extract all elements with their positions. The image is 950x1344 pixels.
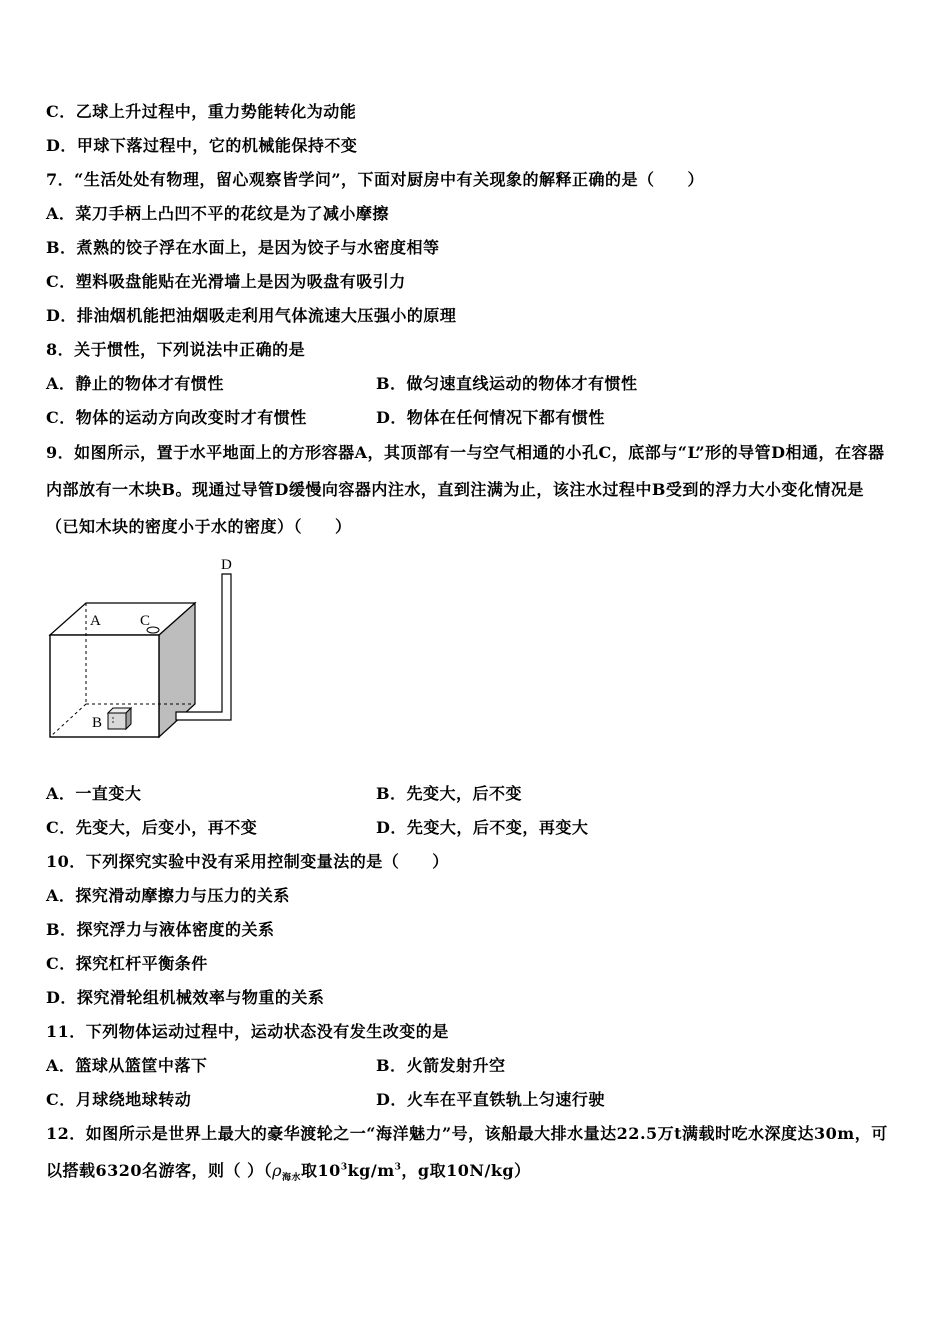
q9-option-d: D．先变大，后不变，再变大: [376, 818, 589, 837]
q12-text-b: 取10: [301, 1161, 341, 1180]
q7-option-a: A．菜刀手柄上凸凹不平的花纹是为了减小摩擦: [46, 204, 389, 223]
label-d: D: [221, 557, 232, 573]
label-a: A: [90, 613, 101, 629]
q10-option-b: B．探究浮力与液体密度的关系: [46, 920, 275, 939]
q8-option-c: C．物体的运动方向改变时才有惯性: [46, 408, 307, 427]
q7-option-b: B．煮熟的饺子浮在水面上，是因为饺子与水密度相等: [46, 238, 440, 257]
q6-option-c: C．乙球上升过程中，重力势能转化为动能: [46, 102, 357, 121]
q12-text-d: ，g取10N/kg）: [401, 1161, 531, 1180]
q7-stem: 7．“生活处处有物理，留心观察皆学问”，下面对厨房中有关现象的解释正确的是（ ）: [46, 170, 705, 189]
q9-option-a: A．一直变大: [46, 784, 142, 803]
q9-stem-line-1: 9．如图所示，置于水平地面上的方形容器A，其顶部有一与空气相通的小孔C，底部与“L”形的导管D相通，在容器: [46, 443, 885, 462]
q11-option-d: D．火车在平直铁轨上匀速行驶: [376, 1090, 605, 1109]
q12-text-c: kg/m: [347, 1161, 395, 1180]
q12-text-a: 以搭载6320名游客，则（ ）（: [46, 1161, 273, 1180]
label-c: C: [140, 613, 151, 629]
q7-option-c: C．塑料吸盘能贴在光滑墙上是因为吸盘有吸引力: [46, 272, 406, 291]
q10-stem: 10．下列探究实验中没有采用控制变量法的是（ ）: [46, 852, 449, 871]
q12-stem-line-1: 12．如图所示是世界上最大的豪华渡轮之一“海洋魅力”号，该船最大排水量达22.5万t满载时吃水深度达30m，可: [46, 1124, 888, 1143]
q9-option-b: B．先变大，后不变: [376, 784, 523, 803]
q8-option-b: B．做匀速直线运动的物体才有惯性: [376, 374, 638, 393]
q9-stem-line-3: （已知木块的密度小于水的密度）（ ）: [46, 517, 352, 536]
q8-option-d: D．物体在任何情况下都有惯性: [376, 408, 605, 427]
q9-stem-line-2: 内部放有一木块B。现通过导管D缓慢向容器内注水，直到注满为止，该注水过程中B受到的浮力大小变化情况是: [46, 480, 864, 499]
q10-option-c: C．探究杠杆平衡条件: [46, 954, 208, 973]
q11-option-b: B．火箭发射升空: [376, 1056, 506, 1075]
rho-subscript: 海水: [282, 1173, 302, 1184]
q9-option-c: C．先变大，后变小，再不变: [46, 818, 258, 837]
container-figure: [44, 552, 254, 748]
rho-symbol: ρ: [272, 1161, 283, 1180]
q12-exponent-1: 3: [340, 1162, 348, 1173]
q11-stem: 11．下列物体运动过程中，运动状态没有发生改变的是: [46, 1022, 449, 1041]
q8-stem: 8．关于惯性，下列说法中正确的是: [46, 340, 306, 359]
label-b: B: [92, 715, 103, 731]
q6-option-d: D．甲球下落过程中，它的机械能保持不变: [46, 136, 358, 155]
q10-option-a: A．探究滑动摩擦力与压力的关系: [46, 886, 290, 905]
q12-exponent-2: 3: [394, 1162, 402, 1173]
q11-option-a: A．篮球从篮筐中落下: [46, 1056, 208, 1075]
q7-option-d: D．排油烟机能把油烟吸走利用气体流速大压强小的原理: [46, 306, 457, 325]
q12-stem-line-2: [46, 1161, 531, 1184]
q11-option-c: C．月球绕地球转动: [46, 1090, 192, 1109]
q10-option-d: D．探究滑轮组机械效率与物重的关系: [46, 988, 325, 1007]
q8-option-a: A．静止的物体才有惯性: [46, 374, 224, 393]
